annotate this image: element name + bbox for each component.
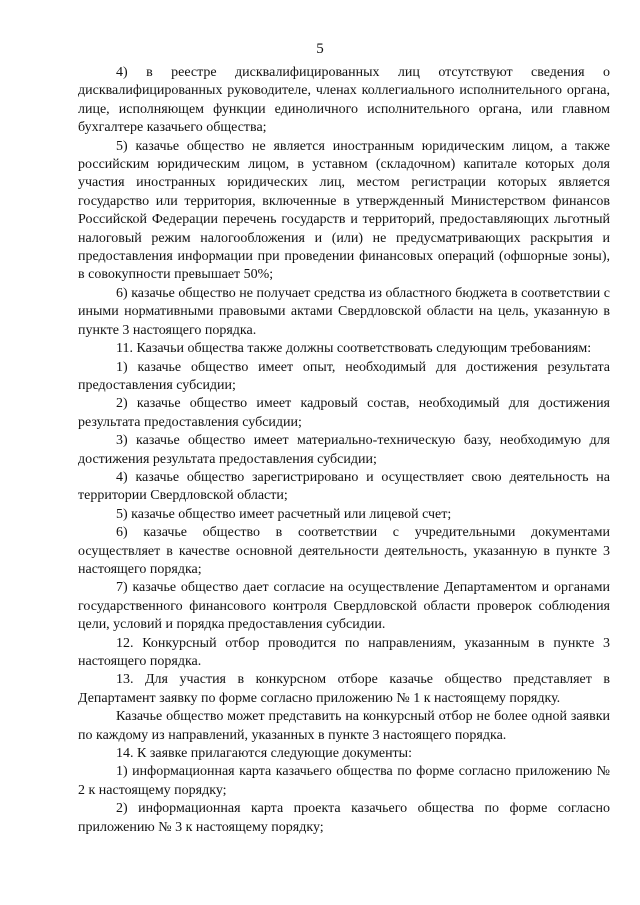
paragraph-req-7-consent: 7) казачье общество дает согласие на осуществление Департаментом и органами государственного финансового контроля Свердловской области проверок соблюдения цели, условий и порядка предоставления субсидии. <box>78 580 610 633</box>
paragraph-clause-14: 14. К заявке прилагаются следующие документы: <box>116 746 412 762</box>
paragraph-req-3-material-base: 3) казачье общество имеет материально-техническую базу, необходимую для достижения результата предоставления субсидии; <box>78 433 610 467</box>
document-body <box>78 64 610 837</box>
paragraph-clause-13-limit: Казачье общество может представить на конкурсный отбор не более одной заявки по каждому из направлений, указанных в пункте 3 настоящего порядка. <box>78 709 610 743</box>
paragraph-req-4-registration: 4) казачье общество зарегистрировано и осуществляет свою деятельность на территории Свердловской области; <box>78 469 610 504</box>
paragraph-doc-1-info-card: 1) информационная карта казачьего общества по форме согласно приложению № 2 к настоящему порядку; <box>78 764 610 798</box>
page-number: 5 <box>316 41 324 57</box>
paragraph-item-6-regional-budget: 6) казачье общество не получает средства из областного бюджета в соответствии с иными нормативными правовыми актами Свердловской области на цель, указанную в пункте 3 настоящего порядка. <box>78 285 610 338</box>
paragraph-clause-13: 13. Для участия в конкурсном отборе казачье общество представляет в Департамент заявку по форме согласно приложению № 1 к настоящему порядку. <box>78 672 610 706</box>
paragraph-req-6-activity: 6) казачье общество в соответствии с учредительными документами осуществляет в качестве основной деятельности деятельность, указанную в пункте 3 настоящего порядка; <box>78 525 610 577</box>
paragraph-item-4-registry: 4) в реестре дисквалифицированных лиц отсутствуют сведения о дисквалифицированных руководителе, членах коллегиального исполнительного органа, лице, исполняющем функции единоличного исполнительного органа, или главном бухгалтере казачьего общества; <box>78 65 610 136</box>
paragraph-doc-2-project-card: 2) информационная карта проекта казачьего общества по форме согласно приложению № 3 к настоящему порядку; <box>78 801 610 835</box>
paragraph-req-5-account: 5) казачье общество имеет расчетный или лицевой счет; <box>116 506 452 522</box>
paragraph-clause-12: 12. Конкурсный отбор проводится по направлениям, указанным в пункте 3 настоящего порядка. <box>78 635 610 669</box>
paragraph-req-1-experience: 1) казачье общество имеет опыт, необходимый для достижения результата предоставления субсидии; <box>78 359 610 393</box>
paragraph-req-2-staff: 2) казачье общество имеет кадровый состав, необходимый для достижения результата предоставления субсидии; <box>78 396 610 430</box>
paragraph-clause-11: 11. Казачьи общества также должны соответствовать следующим требованиям: <box>116 341 592 357</box>
paragraph-item-5-foreign-entity: 5) казачье общество не является иностранным юридическим лицом, а также российским юридическим лицом, в уставном (складочном) капитале которых доля участия иностранных юридических лиц, местом регистрации которых является государство или территория, включенные в утвержденный Министерством финансов Российской Федерации перечень государств и территорий, предоставляющих льготный налоговый режим налогообложения и (или) не предусматривающих раскрытия и предоставления информации при проведении финансовых операций (офшорные зоны), в совокупности превышает 50%; <box>78 138 610 283</box>
